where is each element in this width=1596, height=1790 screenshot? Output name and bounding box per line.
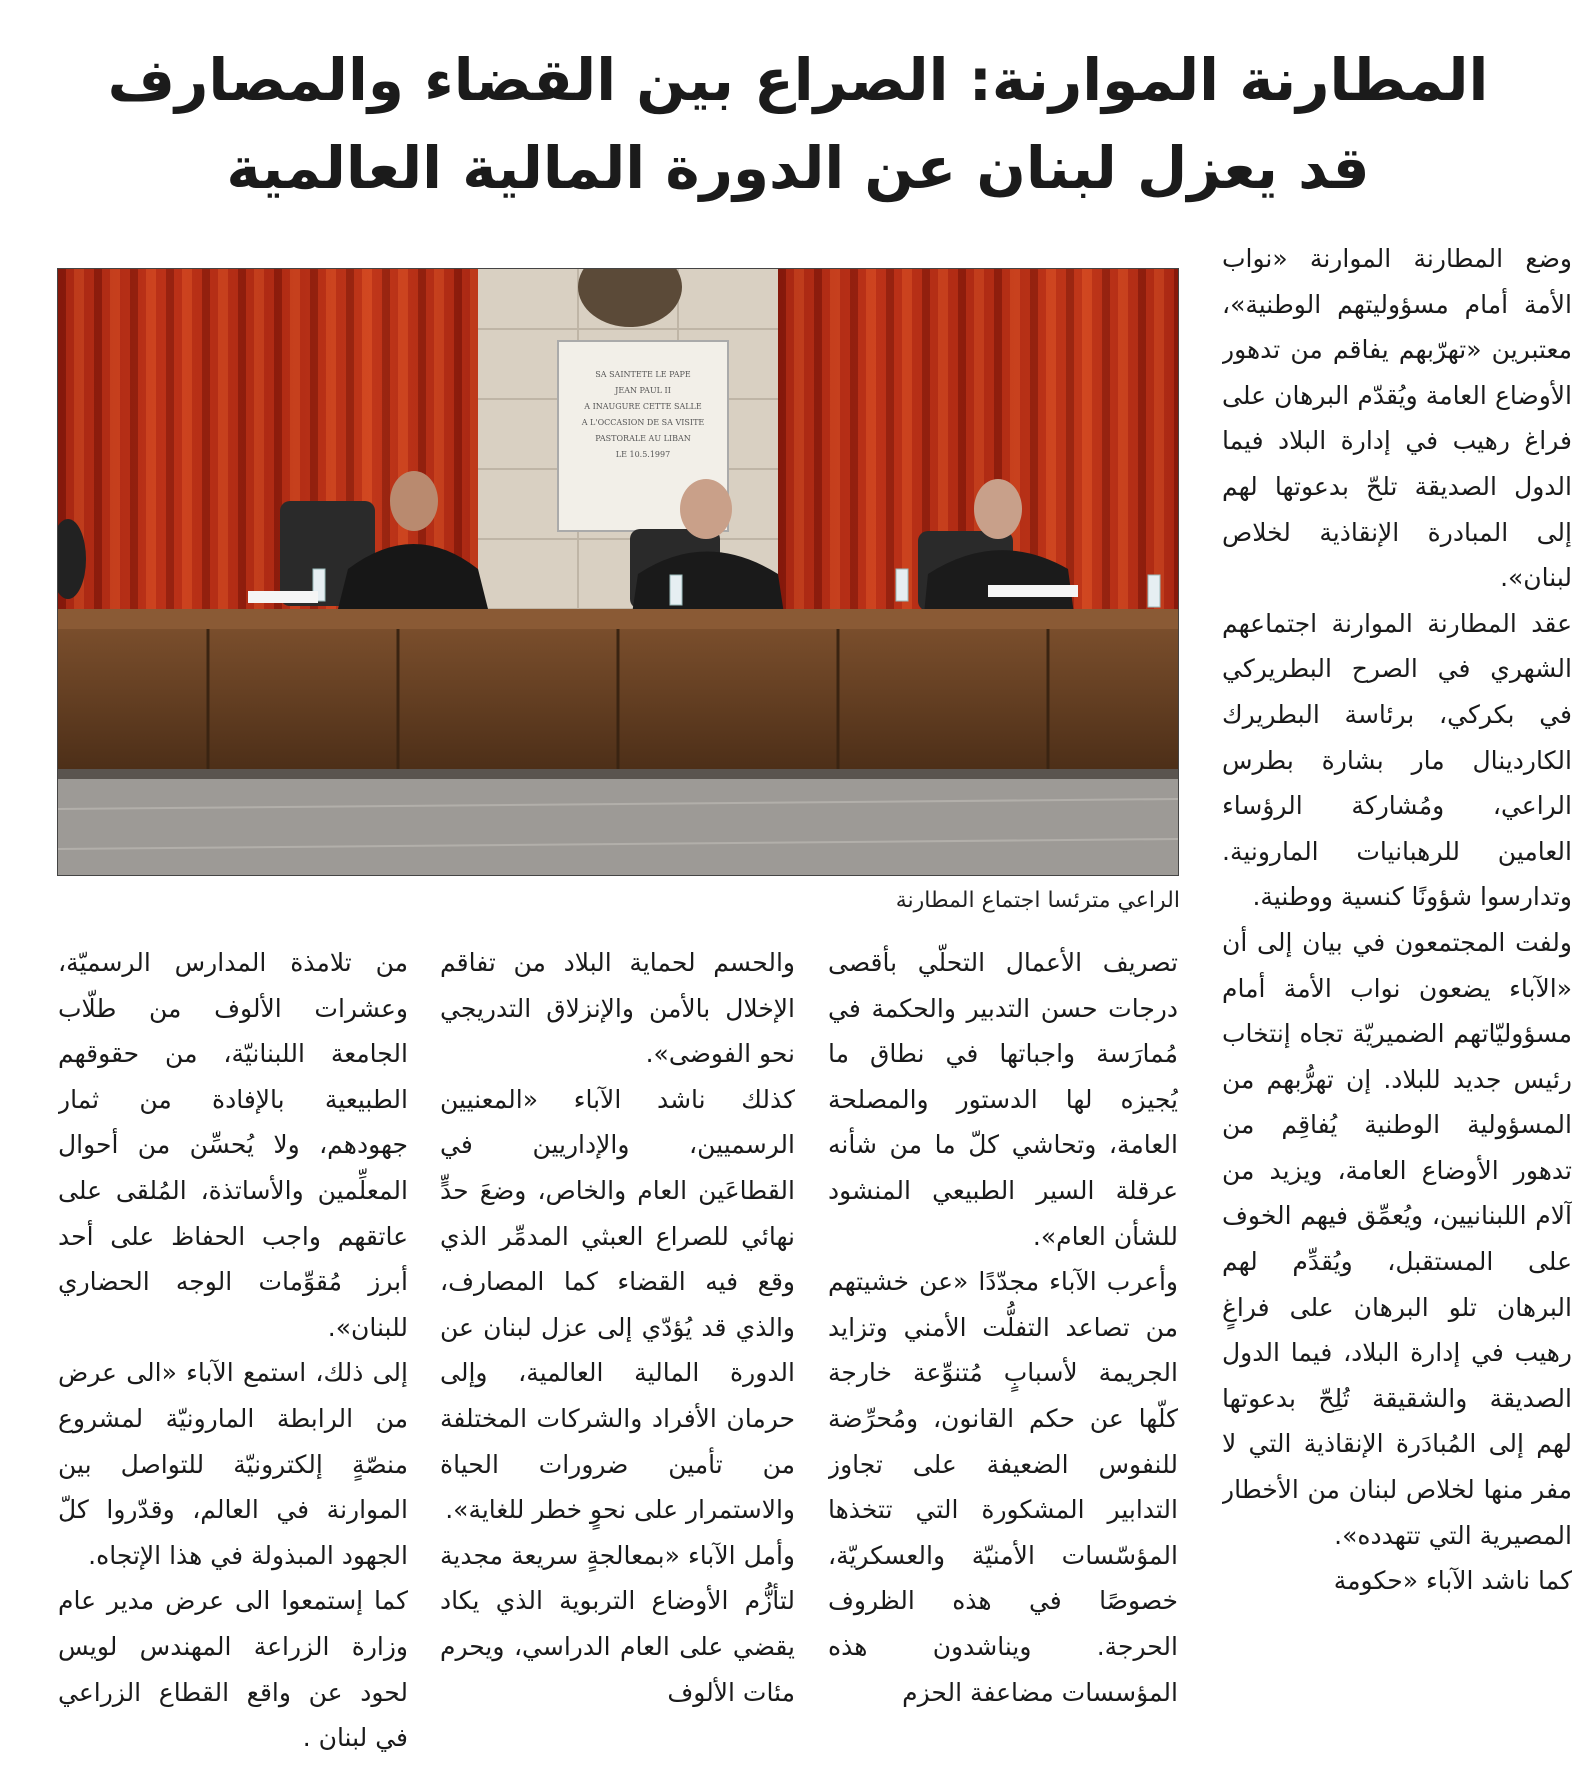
article-column-3	[440, 940, 795, 1790]
article-column-2	[828, 940, 1178, 1790]
paragraph: وأمل الآباء «بمعالجةٍ سريعة مجدية لتأزُّم الأوضاع التربوية الذي يكاد يقضي على العام الدراسي، ويحرم مئات الألوف	[440, 1540, 795, 1707]
paragraph: كما ناشد الآباء «حكومة	[1333, 1566, 1572, 1596]
paragraph: عقد المطارنة الموارنة اجتماعهم الشهري في الصرح البطريركي في بكركي، برئاسة البطريرك الكاردينال مار بشارة بطرس الراعي، ومُشاركة الرؤساء العامين للرهبانيات المارونية. وتدارسوا شؤونًا كنسية ووطنية.	[1222, 608, 1572, 912]
svg-text:SA SAINTETE LE PAPE: SA SAINTETE LE PAPE	[595, 370, 691, 379]
svg-text:A INAUGURE CETTE SALLE: A INAUGURE CETTE SALLE	[584, 402, 702, 411]
article-column-1	[1222, 236, 1572, 1790]
headline-line-1: المطارنة الموارنة: الصراع بين القضاء والمصارف	[107, 46, 1489, 114]
svg-text:A L'OCCASION DE SA VISITE: A L'OCCASION DE SA VISITE	[581, 418, 705, 427]
photo-caption: الراعي مترئسا اجتماع المطارنة	[895, 888, 1180, 913]
paragraph: تصريف الأعمال التحلّي بأقصى درجات حسن التدبير والحكمة في مُمارَسة واجباتها في نطاق ما يُجيزه لها الدستور والمصلحة العامة، وتحاشي كلّ ما من شأنه عرقلة السير الطبيعي المنشود للشأن العام».	[828, 948, 1178, 1251]
paragraph: كما إستمعوا الى عرض مدير عام وزارة الزراعة المهندس لويس لحود عن واقع القطاع الزراعي في لبنان .	[58, 1586, 408, 1753]
article-column-4	[58, 940, 408, 1790]
paragraph: إلى ذلك، استمع الآباء «الى عرض من الرابطة المارونيّة لمشروع منصّةٍ إلكترونيّة للتواصل بين الموارنة في العالم، وقدّروا كلّ الجهود المبذولة في هذا الإتجاه.	[58, 1358, 408, 1570]
svg-text:PASTORALE AU LIBAN: PASTORALE AU LIBAN	[595, 434, 691, 443]
paragraph: وأعرب الآباء مجدّدًا «عن خشيتهم من تصاعد التفلُّت الأمني وتزايد الجريمة لأسبابٍ مُتنوِّعة خارجة كلّها عن حكم القانون، ومُحرِّضة للنفوس الضعيفة على تجاوز التدابير المشكورة التي تتخذها المؤسّسات الأمنيّة والعسكريّة، خصوصًا في هذه الظروف الحرجة. ويناشدون هذه المؤسسات مضاعفة الحزم	[828, 1267, 1178, 1707]
svg-text:JEAN PAUL II: JEAN PAUL II	[615, 386, 671, 395]
meeting-photo	[57, 268, 1179, 876]
paragraph: كذلك ناشد الآباء «المعنيين الرسميين، والإداريين في القطاعَين العام والخاص، وضعَ حدٍّ نهائي للصراع العبثي المدمِّر الذي وقع فيه القضاء كما المصارف، والذي قد يُؤدّي إلى عزل لبنان عن الدورة المالية العالمية، وإلى حرمان الأفراد والشركات المختلفة من تأمين ضرورات الحياة والاستمرار على نحوٍ خطر للغاية».	[440, 1084, 795, 1525]
paragraph: والحسم لحماية البلاد من تفاقم الإخلال بالأمن والإنزلاق التدريجي نحو الفوضى».	[440, 948, 795, 1069]
meeting-photo-illustration	[58, 269, 1178, 875]
paragraph: وضع المطارنة الموارنة «نواب الأمة أمام مسؤوليتهم الوطنية»، معتبرين «تهرّبهم يفاقم من تدهور الأوضاع العامة ويُقدّم البرهان على فراغ رهيب في إدارة البلاد فيما الدول الصديقة تلحّ بدعوتها لهم إلى المبادرة الإنقاذية لخلاص لبنان».	[1222, 244, 1572, 593]
svg-text:LE 10.5.1997: LE 10.5.1997	[615, 450, 671, 459]
paragraph: ولفت المجتمعون في بيان إلى أن «الآباء يضعون نواب الأمة أمام مسؤوليّاتهم الضميريّة تجاه إنتخاب رئيس جديد للبلاد. إن تهرُّبهم من المسؤولية الوطنية يُفاقِم من تدهور الأوضاع العامة، ويزيد من آلام اللبنانيين، ويُعمِّق فيهم الخوف على المستقبل، ويُقدِّم لهم البرهان تلو البرهان على فراغٍ رهيب في إدارة البلاد، فيما الدول الصديقة والشقيقة تُلِحّ بدعوتها لهم إلى المُبادَرة الإنقاذية التي لا مفر منها لخلاص لبنان من الأخطار المصيرية التي تتهدده».	[1222, 927, 1572, 1550]
headline-line-2: قد يعزل لبنان عن الدورة المالية العالمية	[226, 134, 1370, 202]
article-headline	[40, 36, 1556, 212]
paragraph: من تلامذة المدارس الرسميّة، وعشرات الألوف من طلّاب الجامعة اللبنانيّة، من حقوقهم الطبيعية بالإفادة من ثمار جهودهم، ولا يُحسِّن من أحوال المعلِّمين والأساتذة، المُلقى على عاتقهم واجب الحفاظ على أحد أبرز مُقوِّمات الوجه الحضاري للبنان».	[58, 948, 408, 1342]
